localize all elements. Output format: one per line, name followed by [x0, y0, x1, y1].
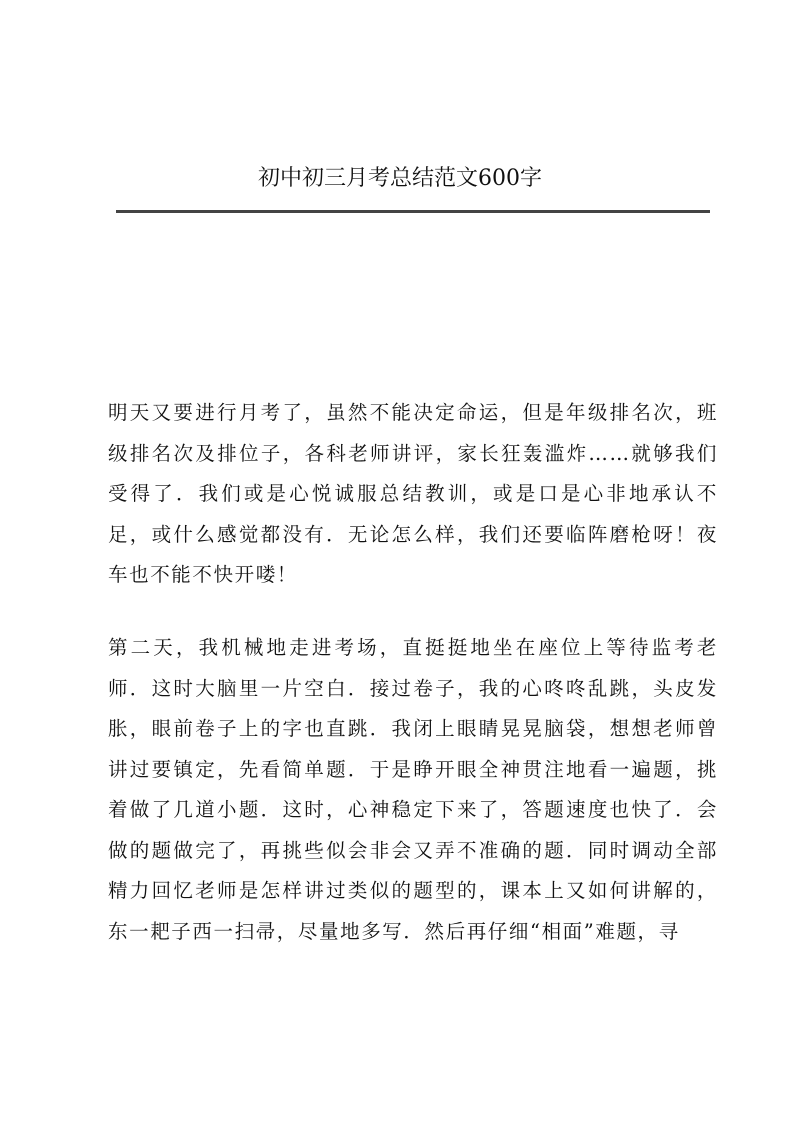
- paragraph-1: 明天又要进行月考了，虽然不能决定命运，但是年级排名次，班级排名次及排位子，各科老师讲评，家长狂轰滥炸……就够我们受得了．我们或是心悦诚服总结教训，或是口是心非地承认不足，或什么感觉都没有．无论怎么样，我们还要临阵磨枪呀！夜车也不能不快开喽！: [108, 401, 718, 586]
- document-title: 初中初三月考总结范文600字: [258, 166, 542, 191]
- title-underline: [116, 210, 710, 213]
- paragraph-2: 第二天，我机械地走进考场，直挺挺地坐在座位上等待监考老师．这时大脑里一片空白．接过卷子，我的心咚咚乱跳，头皮发胀，眼前卷子上的字也直跳．我闭上眼睛晃晃脑袋，想想老师曾讲过要镇定，先看简单题．于是睁开眼全神贯注地看一遍题，挑着做了几道小题．这时，心神稳定下来了，答题速度也快了．会做的题做完了，再挑些似会非会又弄不准确的题．同时调动全部精力回忆老师是怎样讲过类似的题型的，课本上又如何讲解的，东一耙子西一扫帚，尽量地多写．然后再仔细“相面”难题，寻: [108, 636, 718, 943]
